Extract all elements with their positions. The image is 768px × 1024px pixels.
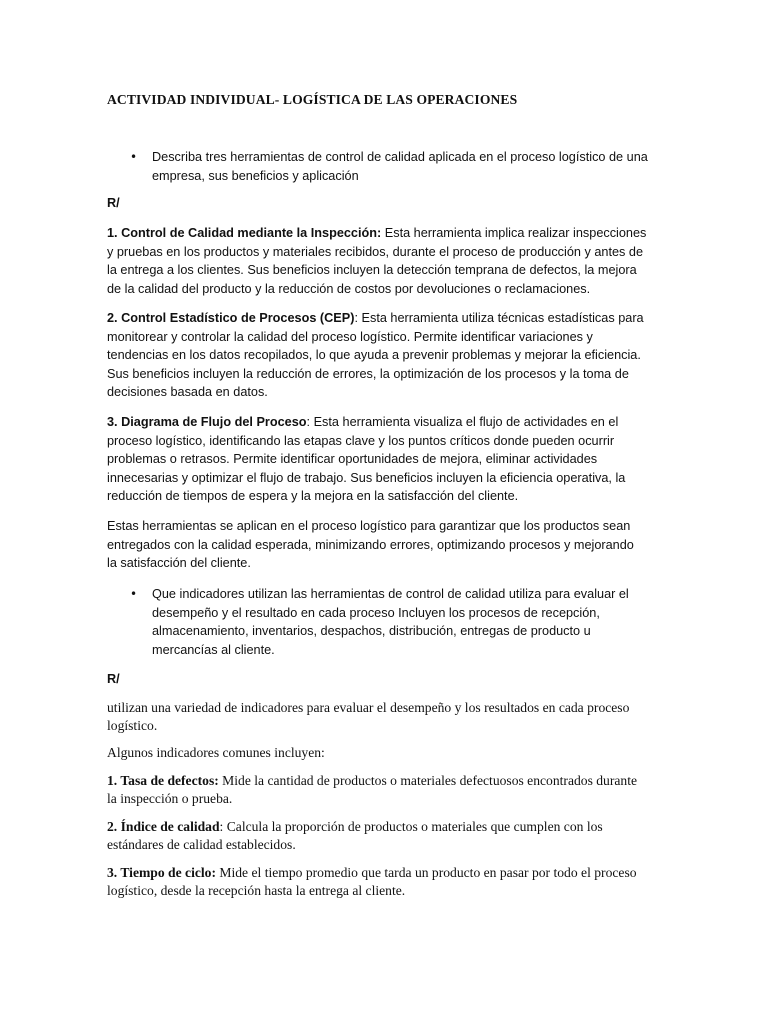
indicator-2-heading: 2. Índice de calidad [107, 819, 220, 834]
indicator-1-heading: 1. Tasa de defectos: [107, 773, 219, 788]
bullet-icon: • [130, 587, 138, 601]
tool-2-paragraph [107, 309, 647, 402]
indicator-3-heading: . Tiempo de ciclo: [113, 865, 216, 880]
indicator-1-body: Mide la cantidad de productos o materiales defectuosos encontrados durante la inspección o prueba. [107, 773, 638, 807]
answer-marker-1: R/ [107, 196, 120, 210]
tool-3-paragraph [107, 413, 647, 506]
tool-1-body: Esta herramienta implica realizar inspecciones y pruebas en los productos y materiales recibidos, durante el proceso de producción y antes de la entrega a los clientes. Sus beneficios incluyen la detección temprana de defectos, la mejora de la calidad del producto y la reducción de costos por devoluciones o reclamaciones. [107, 226, 647, 296]
tool-1-heading: 1. Control de Calidad mediante la Inspección: [107, 226, 382, 240]
summary-paragraph: Estas herramientas se aplican en el proceso logístico para garantizar que los productos sean entregados con la calidad esperada, minimizando errores, optimizando procesos y mejorando la satisfacción del cliente. [107, 519, 634, 571]
indicator-2-body: : Calcula la proporción de productos o materiales que cumplen con los estándares de calidad establecidos. [107, 819, 603, 853]
indicator-1-paragraph [107, 772, 647, 809]
tool-2-heading: 2. Control Estadístico de Procesos (CEP) [107, 311, 355, 325]
indicator-3-body: Mide el tiempo promedio que tarda un producto en pasar por todo el proceso logístico, desde la recepción hasta la entrega al cliente. [107, 865, 637, 899]
question-1-text: Describa tres herramientas de control de calidad aplicada en el proceso logístico de una empresa, sus beneficios y aplicación [152, 150, 648, 183]
indicator-3-paragraph [107, 864, 647, 901]
indicator-3-number: 3 [107, 865, 114, 880]
tool-3-body: : Esta herramienta visualiza el flujo de actividades en el proceso logístico, identificando las etapas clave y los puntos críticos donde pueden ocurrir problemas o retrasos. Permite identificar oportunidades de mejora, eliminar actividades innecesarias y optimizar el flujo de trabajo. Sus beneficios incluyen la eficiencia operativa, la reducción de tiempos de espera y la mejora en la satisfacción del cliente. [107, 415, 626, 504]
question-2-text: Que indicadores utilizan las herramientas de control de calidad utiliza para evaluar el desempeño y el resultado en cada proceso Incluyen los procesos de recepción, almacenamiento, inventarios, despachos, distribución, entregas de producto u mercancías al cliente. [152, 587, 629, 657]
bullet-icon: • [130, 150, 138, 164]
tool-2-body: : Esta herramienta utiliza técnicas estadísticas para monitorear y controlar la calidad del proceso logístico. Permite identificar variaciones y tendencias en los datos recopilados, lo que ayuda a prevenir problemas y mejorar la eficiencia. Sus beneficios incluyen la reducción de errores, la optimización de los procesos y la toma de decisiones basada en datos. [107, 311, 644, 400]
indicator-2-paragraph [107, 818, 647, 855]
indicators-intro: utilizan una variedad de indicadores para evaluar el desempeño y los resultados en cada proceso logístico. [107, 700, 630, 734]
document-title: ACTIVIDAD INDIVIDUAL- LOGÍSTICA DE LAS OPERACIONES [107, 92, 518, 107]
indicators-lead: Algunos indicadores comunes incluyen: [107, 745, 325, 760]
tool-1-paragraph [107, 224, 647, 298]
answer-marker-2: R/ [107, 672, 120, 686]
tool-3-heading: 3. Diagrama de Flujo del Proceso [107, 415, 307, 429]
